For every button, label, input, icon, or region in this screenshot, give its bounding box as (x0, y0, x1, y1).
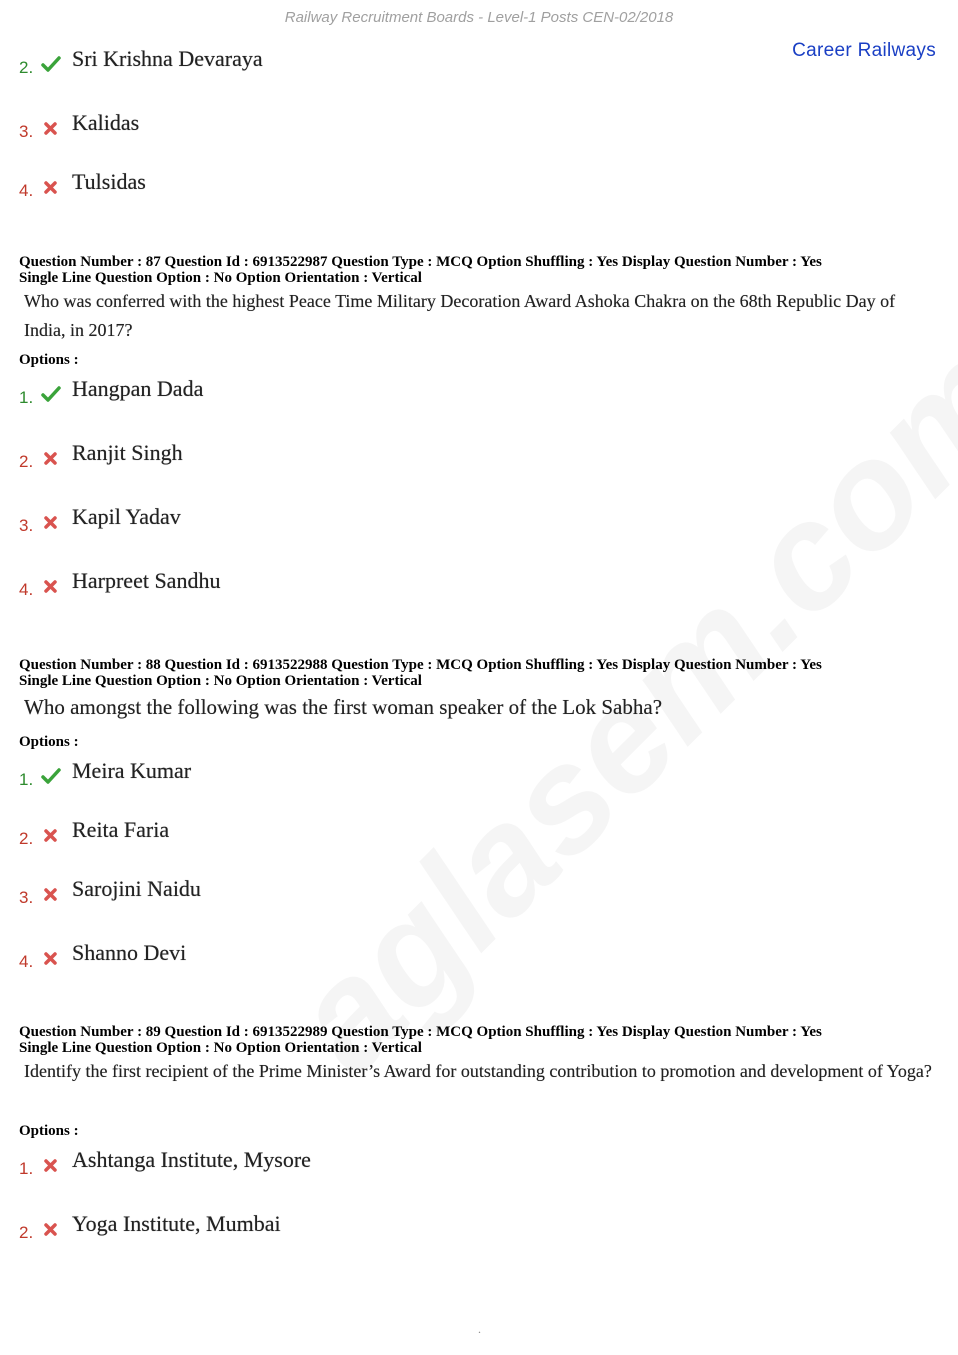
check-icon (41, 54, 61, 74)
question-text: Identify the first recipient of the Prime Minister’s Award for outstanding contribution to promotion and development of Yoga? (24, 1061, 932, 1081)
meta-line: Single Line Question Option : No Option Orientation : Vertical (19, 673, 422, 689)
meta-line: Question Number : 89 Question Id : 6913522989 Question Type : MCQ Option Shuffling : Yes Display Question Number : Yes (19, 1024, 822, 1040)
option-text: Reita Faria (72, 817, 170, 842)
option-text: Shanno Devi (72, 940, 187, 965)
option-text: Meira Kumar (72, 758, 192, 783)
option-text: Hangpan Dada (72, 376, 204, 401)
page-header: Railway Recruitment Boards - Level-1 Posts CEN-02/2018 (284, 9, 674, 26)
cross-icon (41, 948, 61, 968)
cross-icon (41, 1155, 61, 1175)
option-number: 4. (19, 181, 34, 200)
option-number: 2. (19, 1223, 34, 1242)
question-meta (19, 657, 939, 689)
meta-line: Single Line Question Option : No Option Orientation : Vertical (19, 1040, 422, 1056)
option-text: Harpreet Sandhu (72, 568, 221, 593)
brand-label[interactable]: Career Railways (792, 40, 936, 61)
question-meta (19, 1024, 939, 1056)
option-text: Kapil Yadav (72, 504, 181, 529)
footer-mark: . (478, 1322, 481, 1336)
options-label: Options : (19, 734, 79, 750)
option-number: 2. (19, 58, 34, 77)
option-text: Kalidas (72, 110, 140, 135)
option-number: 3. (19, 888, 34, 907)
cross-icon (41, 118, 61, 138)
cross-icon (41, 512, 61, 532)
option-text: Tulsidas (72, 169, 146, 194)
option-number: 1. (19, 388, 34, 407)
option-text: Ashtanga Institute, Mysore (72, 1147, 311, 1172)
cross-icon (41, 576, 61, 596)
check-icon (41, 766, 61, 786)
check-icon (41, 384, 61, 404)
option-number: 4. (19, 580, 34, 599)
option-text: Yoga Institute, Mumbai (72, 1211, 281, 1236)
option-number: 3. (19, 516, 34, 535)
option-number: 4. (19, 952, 34, 971)
cross-icon (41, 177, 61, 197)
cross-icon (41, 884, 61, 904)
meta-line: Question Number : 87 Question Id : 6913522987 Question Type : MCQ Option Shuffling : Yes Display Question Number : Yes (19, 254, 822, 270)
cross-icon (41, 825, 61, 845)
option-number: 2. (19, 452, 34, 471)
cross-icon (41, 1219, 61, 1239)
options-label: Options : (19, 352, 79, 368)
question-meta (19, 254, 939, 286)
meta-line: Single Line Question Option : No Option Orientation : Vertical (19, 270, 422, 286)
option-number: 2. (19, 829, 34, 848)
option-number: 3. (19, 122, 34, 141)
option-text: Sarojini Naidu (72, 876, 201, 901)
option-text: Ranjit Singh (72, 440, 183, 465)
options-label: Options : (19, 1123, 79, 1139)
option-number: 1. (19, 770, 34, 789)
question-text: Who was conferred with the highest Peace Time Military Decoration Award Ashoka Chakra on the 68th Republic Day of India, in 2017? (24, 291, 896, 340)
cross-icon (41, 448, 61, 468)
option-number: 1. (19, 1159, 34, 1178)
question-text: Who amongst the following was the first woman speaker of the Lok Sabha? (24, 695, 663, 719)
meta-line: Question Number : 88 Question Id : 6913522988 Question Type : MCQ Option Shuffling : Yes Display Question Number : Yes (19, 657, 822, 673)
option-text: Sri Krishna Devaraya (72, 46, 263, 71)
